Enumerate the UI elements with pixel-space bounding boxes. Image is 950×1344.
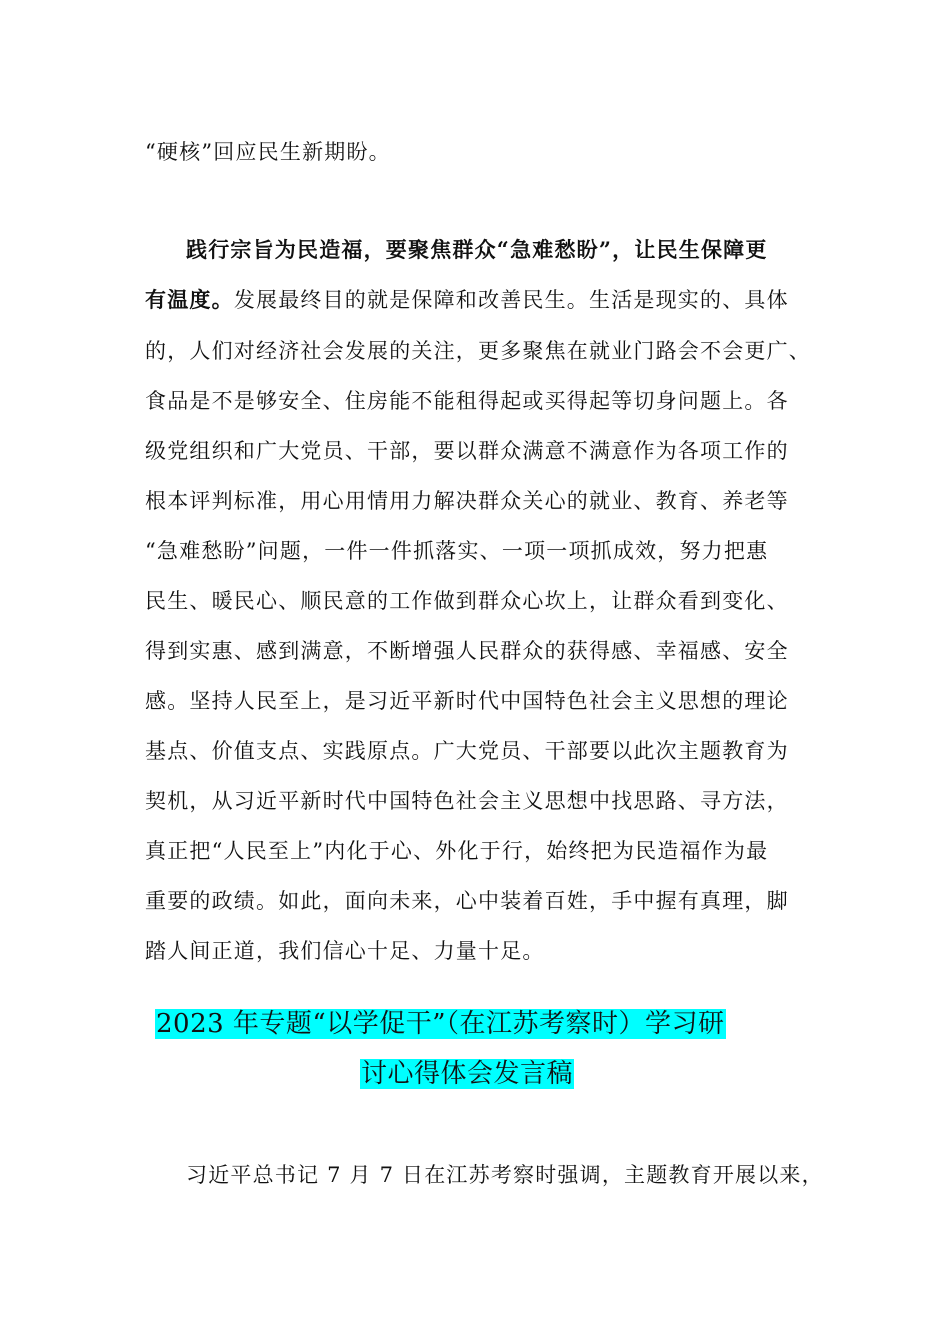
paragraph-line: 级党组织和广大党员、干部，要以群众满意不满意作为各项工作的 [145, 439, 789, 463]
paragraph-line: “急难愁盼”问题，一件一件抓落实、一项一项抓成效，努力把惠 [145, 539, 769, 563]
paragraph-line: 根本评判标准，用心用情用力解决群众关心的就业、教育、养老等 [145, 489, 789, 513]
paragraph-line: “硬核”回应民生新期盼。 [145, 140, 391, 164]
section-heading-continued [360, 1055, 574, 1093]
paragraph-line: 的，人们对经济社会发展的关注，更多聚焦在就业门路会不会更广、 [145, 339, 811, 363]
paragraph-line: 真正把“人民至上”内化于心、外化于行，始终把为民造福作为最 [145, 839, 769, 863]
paragraph-line: 民生、暖民心、顺民意的工作做到群众心坎上，让群众看到变化、 [145, 589, 789, 613]
heading-highlight: 2023 年专题“以学促干”（在江苏考察时）学习研 [156, 1009, 725, 1039]
paragraph-line: 食品是不是够安全、住房能不能租得起或买得起等切身问题上。各 [145, 389, 789, 413]
section-heading [155, 1005, 726, 1043]
paragraph-line: 契机，从习近平新时代中国特色社会主义思想中找思路、寻方法， [145, 789, 789, 813]
paragraph-line: 得到实惠、感到满意，不断增强人民群众的获得感、幸福感、安全 [145, 639, 789, 663]
paragraph-line [145, 285, 789, 315]
paragraph-text: 发展最终目的就是保障和改善民生。生活是现实的、具体 [233, 288, 789, 312]
heading-highlight: 讨心得体会发言稿 [361, 1059, 574, 1089]
paragraph-line: 重要的政绩。如此，面向未来，心中装着百姓，手中握有真理，脚 [145, 889, 789, 913]
paragraph-line: 基点、价值支点、实践原点。广大党员、干部要以此次主题教育为 [145, 739, 789, 763]
paragraph-line: 习近平总书记 7 月 7 日在江苏考察时强调，主题教育开展以来， [186, 1163, 824, 1187]
paragraph-bold-lead-end: 有温度。 [145, 287, 234, 312]
paragraph-line: 踏人间正道，我们信心十足、力量十足。 [145, 939, 545, 963]
paragraph-bold-lead: 践行宗旨为民造福，要聚焦群众“急难愁盼”，让民生保障更 [186, 237, 768, 262]
paragraph-line: 感。坚持人民至上，是习近平新时代中国特色社会主义思想的理论 [145, 689, 789, 713]
